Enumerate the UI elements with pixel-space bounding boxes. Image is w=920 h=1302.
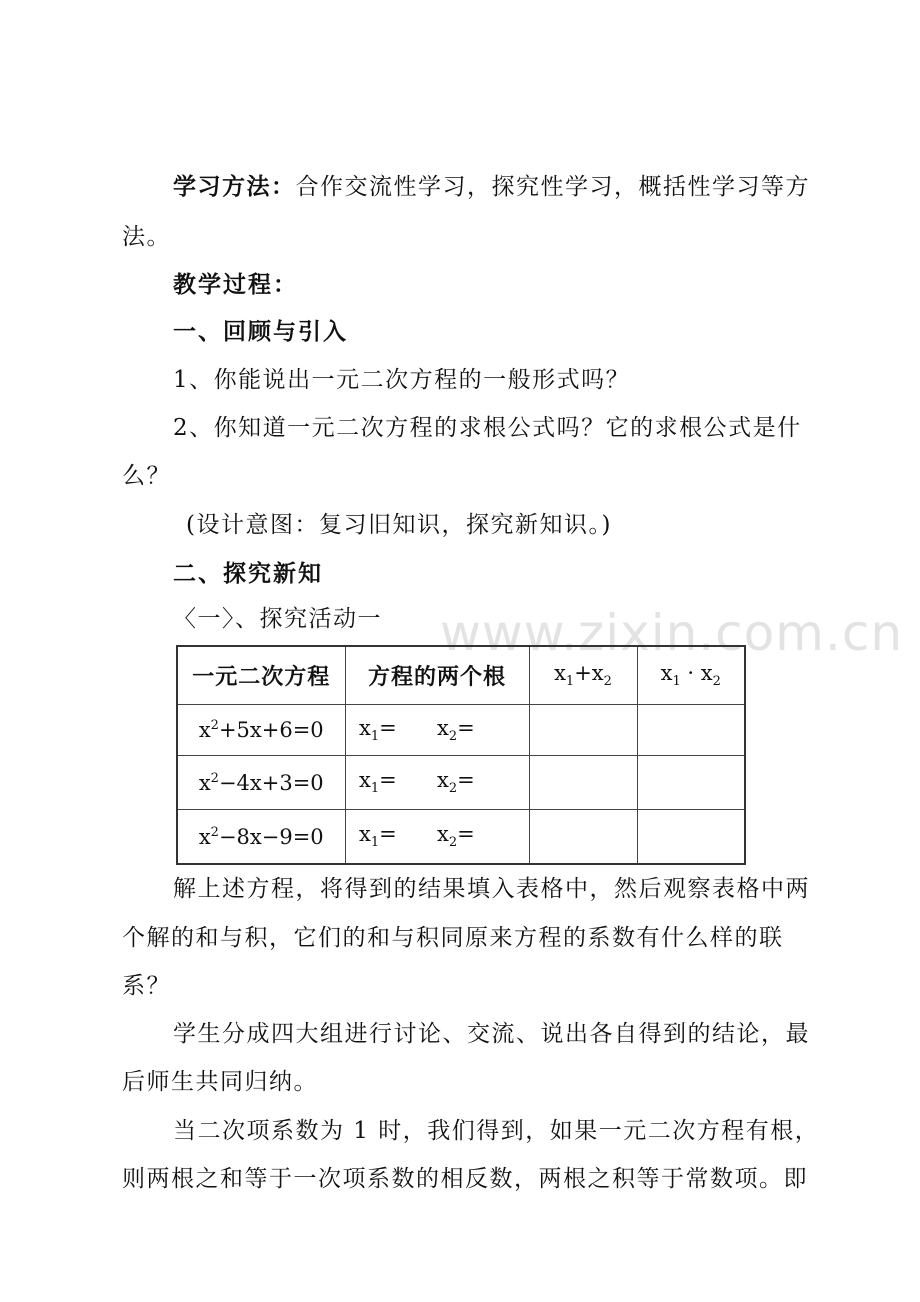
table-row xyxy=(177,810,745,865)
roots-cell: $x_1= x_2=$ xyxy=(345,705,529,756)
roots-table xyxy=(176,645,746,865)
study-method-label: 学习方法： xyxy=(173,174,296,200)
table-header-row xyxy=(177,646,745,705)
table-row xyxy=(177,705,745,756)
section2-heading: 二、探究新知 xyxy=(173,561,323,587)
watermark: www.zixin.com.cn xyxy=(440,604,904,662)
paragraph-1-line-2: 个解的和与积，它们的和与积同原来方程的系数有什么样的联 xyxy=(122,925,784,951)
product-cell[interactable] xyxy=(637,810,745,865)
table-row xyxy=(177,756,745,810)
paragraph-3-line-1: 当二次项系数为 1 时，我们得到，如果一元二次方程有根， xyxy=(173,1118,820,1144)
equation-cell: $x^2-4x+3=0$ xyxy=(177,756,345,810)
header-product: $x_1 \cdot x_2$ xyxy=(637,646,745,705)
header-sum: $x_1+x_2$ xyxy=(529,646,637,705)
study-method-text: 合作交流性学习，探究性学习，概括性学习等方 xyxy=(295,174,810,200)
sum-cell[interactable] xyxy=(529,705,637,756)
paragraph-1-line-3: 系？ xyxy=(122,973,171,999)
product-cell[interactable] xyxy=(637,705,745,756)
paragraph-3-line-2: 则两根之和等于一次项系数的相反数，两根之积等于常数项。即 xyxy=(122,1166,808,1192)
roots-cell: $x_1= x_2=$ xyxy=(345,810,529,865)
product-cell[interactable] xyxy=(637,756,745,810)
header-roots: 方程的两个根 xyxy=(345,646,529,705)
equation-cell: $x^2+5x+6=0$ xyxy=(177,705,345,756)
header-equation: 一元二次方程 xyxy=(177,646,345,705)
design-note: (设计意图：复习旧知识，探究新知识。) xyxy=(186,512,612,538)
paragraph-2-line-1: 学生分成四大组进行讨论、交流、说出各自得到的结论，最 xyxy=(173,1021,810,1047)
paragraph-2-line-2: 后师生共同归纳。 xyxy=(122,1069,318,1095)
question-2-cont: 么？ xyxy=(122,463,171,489)
paragraph-1-line-1: 解上述方程，将得到的结果填入表格中，然后观察表格中两 xyxy=(173,876,810,902)
roots-cell: $x_1= x_2=$ xyxy=(345,756,529,810)
equation-cell: $x^2-8x-9=0$ xyxy=(177,810,345,865)
teaching-process-heading: 教学过程： xyxy=(173,272,298,298)
study-method-text-cont: 法。 xyxy=(122,224,171,250)
activity-label: 〈一〉、探究活动一 xyxy=(173,606,382,632)
question-1: 1、你能说出一元二次方程的一般形式吗？ xyxy=(173,367,631,393)
study-method-line xyxy=(0,172,920,202)
section1-heading: 一、回顾与引入 xyxy=(173,319,348,345)
question-2: 2、你知道一元二次方程的求根公式吗？它的求根公式是什 xyxy=(173,415,802,441)
sum-cell[interactable] xyxy=(529,756,637,810)
sum-cell[interactable] xyxy=(529,810,637,865)
